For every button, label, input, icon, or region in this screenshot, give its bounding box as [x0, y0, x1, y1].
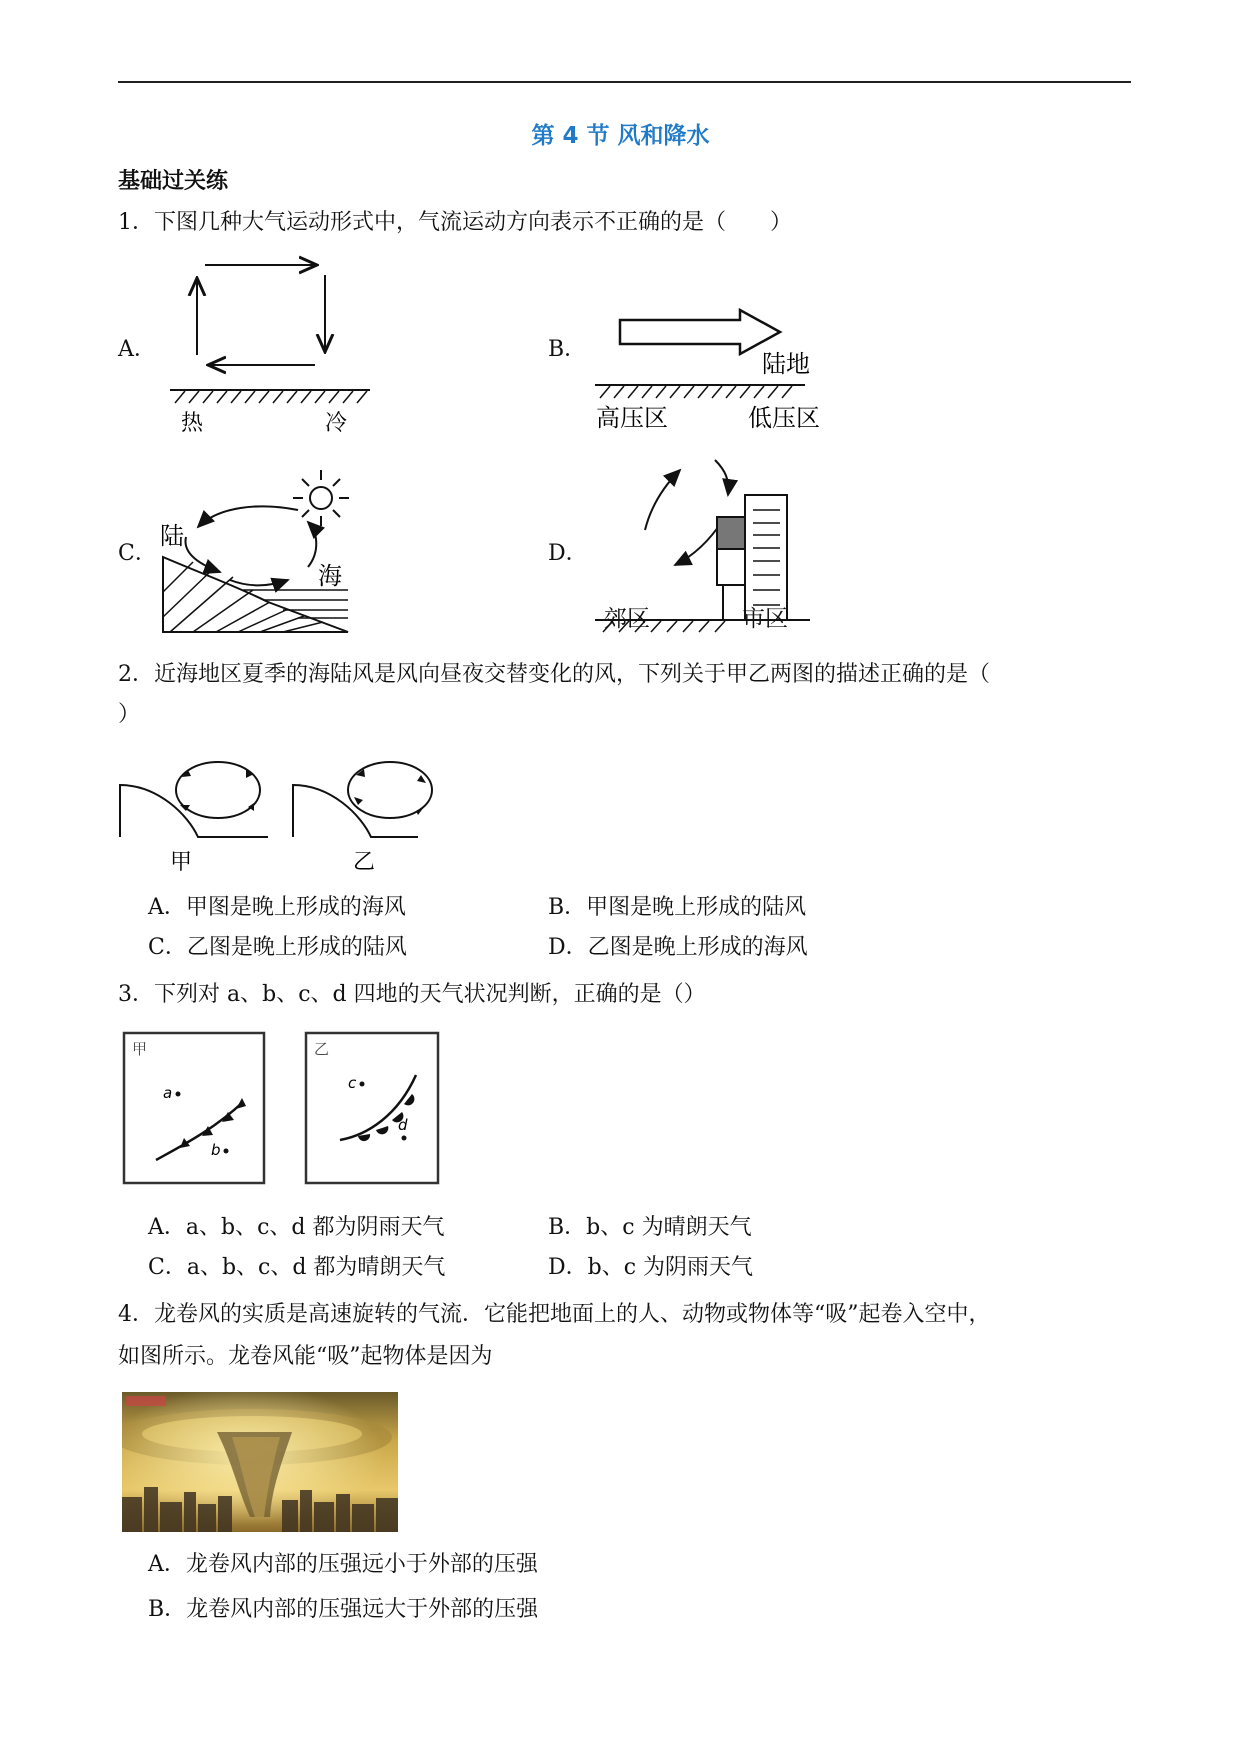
section-heading: 基础过关练	[118, 169, 229, 194]
label-jia: 甲	[132, 1040, 148, 1058]
tornado-photo	[122, 1392, 398, 1532]
label-land: 陆	[160, 522, 184, 550]
question-3-text: 3．下列对 a、b、c、d 四地的天气状况判断，正确的是（）	[118, 982, 706, 1007]
q2-option-a: A．甲图是晚上形成的海风	[148, 895, 406, 920]
q3-option-a: A．a、b、c、d 都为阴雨天气	[148, 1215, 445, 1240]
q1-option-b-label: B．	[548, 337, 587, 362]
q4-option-a: A．龙卷风内部的压强远小于外部的压强	[148, 1552, 538, 1577]
label-high-pressure: 高压区	[596, 404, 668, 432]
question-2-text-line2: ）	[118, 702, 141, 727]
label-low-pressure: 低压区	[748, 404, 820, 432]
q2-option-c: C．乙图是晚上形成的陆风	[148, 935, 407, 960]
label-b: b	[211, 1141, 221, 1159]
q1-figure-c	[158, 462, 358, 642]
q1-figure-a	[165, 255, 385, 435]
q4-option-b: B．龙卷风内部的压强远大于外部的压强	[148, 1597, 539, 1622]
question-1-text: 1．下图几种大气运动形式中，气流运动方向表示不正确的是（ ）	[118, 210, 792, 235]
label-jia: 甲	[170, 850, 193, 875]
label-a: a	[163, 1084, 173, 1102]
q1-option-a-label: A．	[118, 337, 156, 362]
question-4-text-line2: 如图所示。龙卷风能“吸”起物体是因为	[118, 1344, 493, 1369]
q2-option-b: B．甲图是晚上形成的陆风	[548, 895, 807, 920]
header-rule	[118, 81, 1131, 83]
q1-option-c-label: C．	[118, 541, 157, 566]
q3-figure	[118, 1030, 448, 1190]
label-sea: 海	[318, 562, 342, 590]
label-city: 市区	[742, 606, 788, 632]
label-cold: 冷	[325, 411, 348, 435]
label-c: c	[348, 1074, 357, 1092]
q3-option-b: B．b、c 为晴朗天气	[548, 1215, 752, 1240]
label-yi: 乙	[353, 850, 376, 875]
q2-option-d: D．乙图是晚上形成的海风	[548, 935, 808, 960]
page-title: 第 4 节 风和降水	[531, 123, 710, 149]
q2-figure	[118, 745, 458, 875]
label-land: 陆地	[762, 350, 810, 378]
q1-option-d-label: D．	[548, 541, 588, 566]
q3-option-d: D．b、c 为阴雨天气	[548, 1255, 754, 1280]
q1-figure-b	[590, 300, 840, 440]
question-2-text-line1: 2．近海地区夏季的海陆风是风向昼夜交替变化的风，下列关于甲乙两图的描述正确的是（	[118, 662, 991, 687]
question-4-text-line1: 4．龙卷风的实质是高速旋转的气流．它能把地面上的人、动物或物体等“吸”起卷入空中，	[118, 1302, 991, 1327]
label-hot: 热	[181, 411, 204, 435]
label-d: d	[398, 1116, 408, 1134]
label-suburb: 郊区	[604, 606, 650, 632]
label-yi: 乙	[314, 1040, 330, 1058]
q3-option-c: C．a、b、c、d 都为晴朗天气	[148, 1255, 446, 1280]
